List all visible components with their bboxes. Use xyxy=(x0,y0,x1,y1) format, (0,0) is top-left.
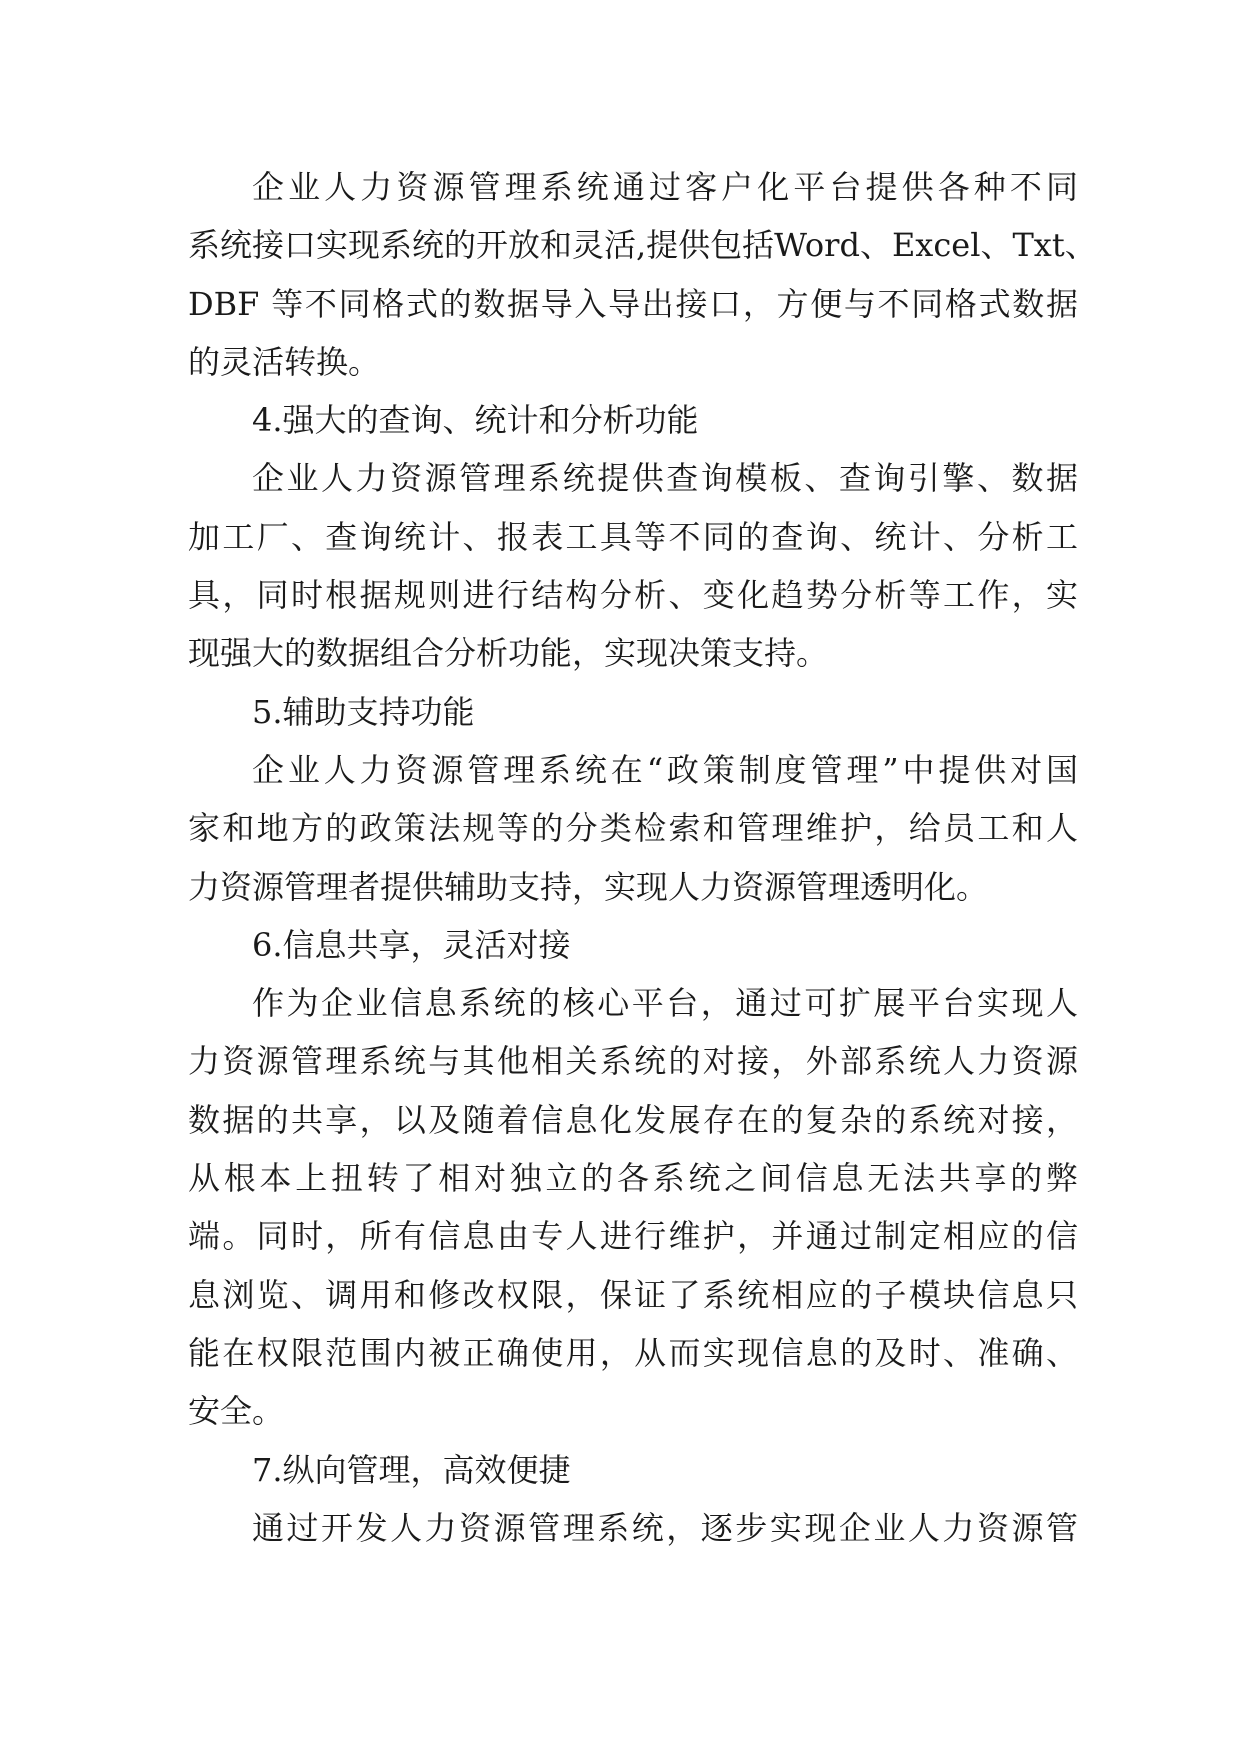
text-line: 家和地方的政策法规等的分类检索和管理维护，给员工和人 xyxy=(188,809,1078,848)
text-line: 数据的共享，以及随着信息化发展存在的复杂的系统对接， xyxy=(188,1100,1078,1139)
text-line: 作为企业信息系统的核心平台，通过可扩展平台实现人 xyxy=(252,984,1078,1023)
section-heading: 4.强大的查询、统计和分析功能 xyxy=(252,401,699,440)
text-line: 安全。 xyxy=(188,1392,285,1431)
section-heading: 7.纵向管理，高效便捷 xyxy=(252,1450,571,1489)
text-line: DBF 等不同格式的数据导入导出接口，方便与不同格式数据 xyxy=(188,284,1078,323)
section-heading: 5.辅助支持功能 xyxy=(252,692,475,731)
text-line: 息浏览、调用和修改权限，保证了系统相应的子模块信息只 xyxy=(188,1275,1078,1314)
document-body xyxy=(188,158,1097,1557)
text-line: 从根本上扭转了相对独立的各系统之间信息无法共享的弊 xyxy=(188,1159,1078,1198)
text-line: 具，同时根据规则进行结构分析、变化趋势分析等工作，实 xyxy=(188,576,1078,615)
text-line: 端。同时，所有信息由专人进行维护，并通过制定相应的信 xyxy=(188,1217,1078,1256)
section-heading: 6.信息共享，灵活对接 xyxy=(252,925,571,964)
text-line: 企业人力资源管理系统在“政策制度管理”中提供对国 xyxy=(252,750,1078,789)
text-line: 企业人力资源管理系统提供查询模板、查询引擎、数据 xyxy=(252,459,1078,498)
text-line: 力资源管理者提供辅助支持，实现人力资源管理透明化。 xyxy=(188,867,989,906)
text-line: 通过开发人力资源管理系统，逐步实现企业人力资源管 xyxy=(252,1508,1078,1547)
text-line: 加工厂、查询统计、报表工具等不同的查询、统计、分析工 xyxy=(188,517,1078,556)
text-line: 力资源管理系统与其他相关系统的对接，外部系统人力资源 xyxy=(188,1042,1078,1081)
text-line: 系统接口实现系统的开放和灵活,提供包括Word、Excel、Txt、 xyxy=(188,226,1097,265)
text-line: 能在权限范围内被正确使用，从而实现信息的及时、准确、 xyxy=(188,1333,1078,1372)
text-line: 的灵活转换。 xyxy=(188,342,381,381)
text-line: 现强大的数据组合分析功能，实现决策支持。 xyxy=(188,634,829,673)
text-line: 企业人力资源管理系统通过客户化平台提供各种不同 xyxy=(252,168,1078,206)
